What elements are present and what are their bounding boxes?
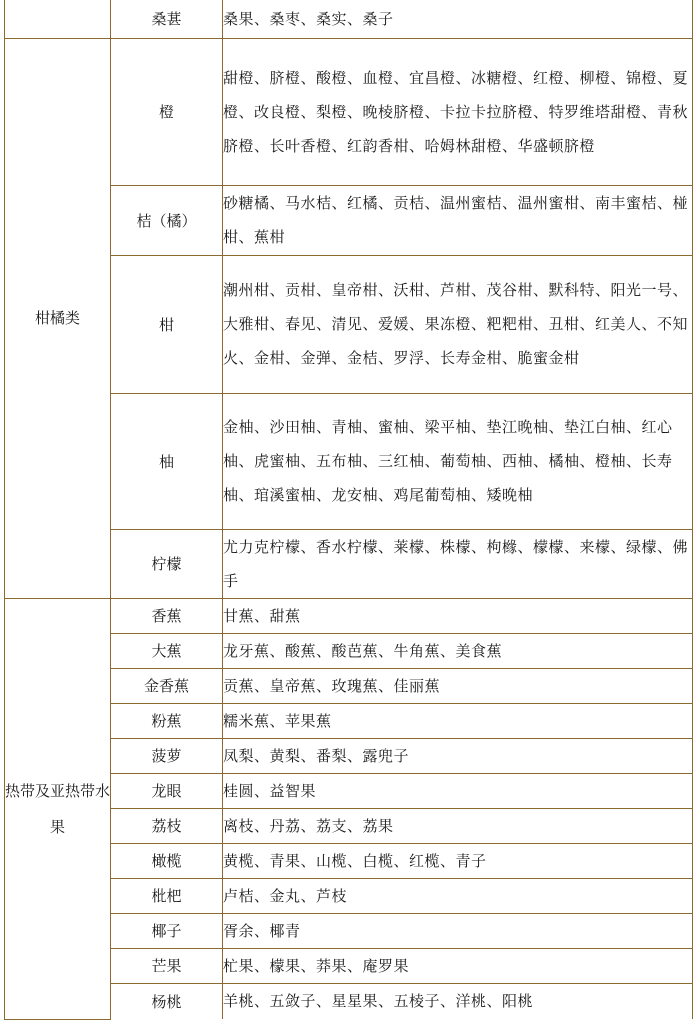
fruit-name-cell: 荔枝: [111, 808, 223, 843]
fruit-name-cell: 橙: [111, 38, 223, 185]
table-row: [5, 38, 693, 185]
alias-cell: 杧果、檬果、莽果、庵罗果: [223, 948, 693, 983]
table-row: [5, 0, 693, 38]
table-row: [5, 598, 693, 633]
alias-cell: 甜橙、脐橙、酸橙、血橙、宜昌橙、冰糖橙、红橙、柳橙、锦橙、夏橙、改良橙、梨橙、晚棱脐橙、卡拉卡拉脐橙、特罗维塔甜橙、青秋脐橙、长叶香橙、红韵香柑、哈姆林甜橙、华盛顿脐橙: [223, 38, 693, 185]
category-cell-citrus: 柑橘类: [5, 38, 111, 598]
fruit-name-cell: 龙眼: [111, 773, 223, 808]
alias-cell: 胥余、椰青: [223, 913, 693, 948]
fruit-name-cell: 桔（橘）: [111, 185, 223, 255]
fruit-name-cell: 柠檬: [111, 529, 223, 598]
alias-cell: 羊桃、五敛子、星星果、五棱子、洋桃、阳桃: [223, 983, 693, 1019]
fruit-name-cell: 橄榄: [111, 843, 223, 878]
fruit-name-cell: 桑葚: [111, 0, 223, 38]
alias-cell: 砂糖橘、马水桔、红橘、贡桔、温州蜜桔、温州蜜柑、南丰蜜桔、椪柑、蕉柑: [223, 185, 693, 255]
alias-cell: 离枝、丹荔、荔支、荔果: [223, 808, 693, 843]
fruit-name-cell: 枇杷: [111, 878, 223, 913]
fruit-name-cell: 柑: [111, 255, 223, 393]
fruit-name-cell: 椰子: [111, 913, 223, 948]
alias-cell: 金柚、沙田柚、青柚、蜜柚、梁平柚、垫江晚柚、垫江白柚、红心柚、虎蜜柚、五布柚、三红柚、葡萄柚、西柚、橘柚、橙柚、长寿柚、琯溪蜜柚、龙安柚、鸡尾葡萄柚、矮晚柚: [223, 393, 693, 529]
fruit-name-cell: 芒果: [111, 948, 223, 983]
alias-cell: 贡蕉、皇帝蕉、玫瑰蕉、佳丽蕉: [223, 668, 693, 703]
alias-cell: 潮州柑、贡柑、皇帝柑、沃柑、芦柑、茂谷柑、默科特、阳光一号、大雅柑、春见、清见、爱媛、果冻橙、粑粑柑、丑柑、红美人、不知火、金柑、金弹、金桔、罗浮、长寿金柑、脆蜜金柑: [223, 255, 693, 393]
fruit-name-cell: 菠萝: [111, 738, 223, 773]
fruit-name-cell: 金香蕉: [111, 668, 223, 703]
fruit-name-cell: 大蕉: [111, 633, 223, 668]
alias-cell: 黄榄、青果、山榄、白榄、红榄、青子: [223, 843, 693, 878]
fruit-name-cell: 粉蕉: [111, 703, 223, 738]
alias-cell: 卢桔、金丸、芦枝: [223, 878, 693, 913]
category-cell-empty: [5, 0, 111, 38]
fruit-name-cell: 香蕉: [111, 598, 223, 633]
category-cell-tropical: 热带及亚热带水果: [5, 598, 111, 1019]
alias-cell: 糯米蕉、苹果蕉: [223, 703, 693, 738]
fruit-name-cell: 柚: [111, 393, 223, 529]
fruit-name-cell: 杨桃: [111, 983, 223, 1019]
fruit-alias-table: [4, 0, 693, 1020]
alias-cell: 桂圆、益智果: [223, 773, 693, 808]
alias-cell: 凤梨、黄梨、番梨、露兜子: [223, 738, 693, 773]
alias-cell: 桑果、桑枣、桑实、桑子: [223, 0, 693, 38]
alias-cell: 龙牙蕉、酸蕉、酸芭蕉、牛角蕉、美食蕉: [223, 633, 693, 668]
alias-cell: 尤力克柠檬、香水柠檬、莱檬、株檬、枸橼、檬檬、来檬、绿檬、佛手: [223, 529, 693, 598]
alias-cell: 甘蕉、甜蕉: [223, 598, 693, 633]
